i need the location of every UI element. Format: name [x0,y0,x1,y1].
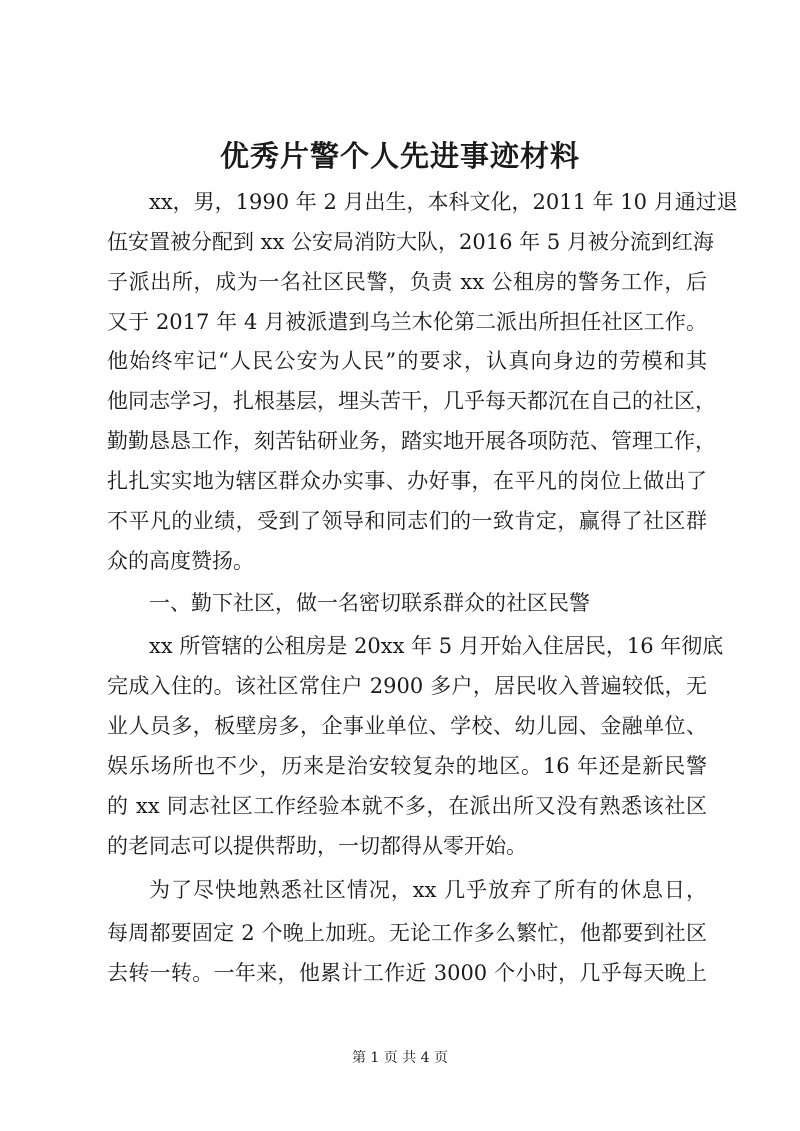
body-line: 的 xx 同志社区工作经验本就不多，在派出所又没有熟悉该社区 [107,794,707,818]
body-line: 去转一转。一年来，他累计工作近 3000 个小时，几乎每天晚上 [107,961,707,985]
body-line: 业人员多，板壁房多，企事业单位、学校、幼儿园、金融单位、 [107,714,707,738]
body-line: xx 所管辖的公租房是 20xx 年 5 月开始入住居民，16 年彻底 [149,634,724,658]
body-line: 扎扎实实地为辖区群众办实事、办好事，在平凡的岗位上做出了 [107,469,707,493]
body-line: 的老同志可以提供帮助，一切都得从零开始。 [107,834,527,858]
page-number-footer: 第 1 页 共 4 页 [351,1050,449,1066]
body-line: 勤勤恳恳工作，刻苦钻研业务，踏实地开展各项防范、管理工作， [107,429,716,453]
document-title: 优秀片警个人先进事迹材料 [219,139,580,173]
body-line: 他同志学习，扎根基层，埋头苦干，几乎每天都沉在自己的社区， [107,389,716,413]
section-heading: 一、勤下社区，做一名密切联系群众的社区民警 [149,591,590,615]
body-line: 众的高度赞扬。 [107,549,254,573]
body-line: 他始终牢记“人民公安为人民”的要求，认真向身边的劳模和其 [107,349,707,373]
body-line: 每周都要固定 2 个晚上加班。无论工作多么繁忙，他都要到社区 [107,921,707,945]
body-line: 完成入住的。该社区常住户 2900 多户，居民收入普遍较低，无 [107,674,707,698]
body-line: 娱乐场所也不少，历来是治安较复杂的地区。16 年还是新民警 [107,754,707,778]
body-line: 又于 2017 年 4 月被派遣到乌兰木伦第二派出所担任社区工作。 [107,310,707,334]
body-line: 伍安置被分配到 xx 公安局消防大队，2016 年 5 月被分流到红海 [107,230,714,254]
body-line: xx，男，1990 年 2 月出生，本科文化，2011 年 10 月通过退 [149,190,738,214]
body-line: 不平凡的业绩，受到了领导和同志们的一致肯定，赢得了社区群 [107,509,707,533]
body-line: 子派出所，成为一名社区民警，负责 xx 公租房的警务工作，后 [107,270,707,294]
body-line: 为了尽快地熟悉社区情况，xx 几乎放弃了所有的休息日， [149,878,707,902]
